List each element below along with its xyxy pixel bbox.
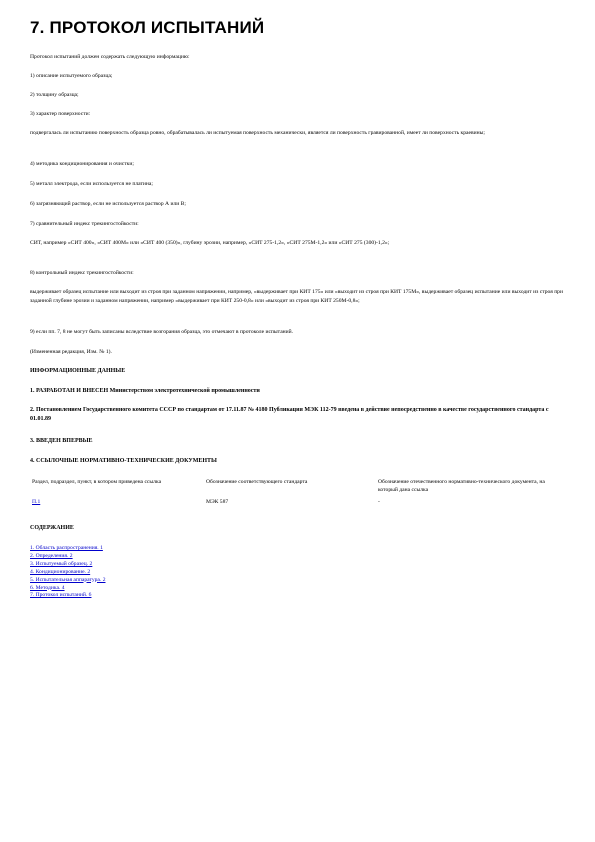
section-link[interactable]: П.1 [32, 499, 41, 505]
info-heading: ИНФОРМАЦИОННЫЕ ДАННЫЕ [30, 368, 126, 374]
page-title: 7. ПРОТОКОЛ ИСПЫТАНИЙ [30, 18, 265, 37]
table-header-row [30, 476, 565, 496]
list-item: подвергалась ли испытанию поверхность образца ровно, обрабатывалась ли испытуемая поверхность механически, является ли поверхность гравированной, имеет ли поверхность краевины; [30, 130, 485, 136]
toc-link[interactable]: 7. Протокол испытаний. 6 [30, 592, 92, 599]
list-item: выдерживает образец испытание или выходит из строя при заданном напряжении, например, «выдерживает при КИТ 175» или «выходит из строя при КИТ 175М», выдерживает образец испытание или выходит из строя при заданной глубине эрозии и заданном напряжении, например «выдерживает при КИТ 250-0,8» или «выходит из строя при КИТ 250М-0,8»; [30, 289, 563, 305]
list-item: 5) металл электрода, если используется не платина; [30, 181, 153, 187]
table-cell-link [30, 496, 204, 508]
intro-text: Протокол испытаний должен содержать следующую информацию: [30, 54, 190, 60]
table-cell: - [378, 499, 380, 505]
list-item: (Измененная редакция, Изм. № 1). [30, 349, 112, 355]
table-header-cell: Обозначение соответствующего стандарта [206, 479, 308, 485]
info-item: 1. РАЗРАБОТАН И ВНЕСЕН Министерством электротехнической промышленности [30, 388, 260, 394]
list-item: 7) сравнительный индекс трекингостойкости: [30, 221, 139, 227]
info-item: 2. Постановлением Государственного комитета СССР по стандартам от 17.11.87 № 4180 Публикация МЭК 112-79 введена в действие непосредственно в качестве государственного стандарта с 01.01.89 [30, 407, 549, 423]
list-item: 4) методика кондиционирования и очистки; [30, 161, 134, 167]
list-item: 1) описание испытуемого образца; [30, 73, 113, 79]
list-item: 8) контрольный индекс трекингостойкости: [30, 270, 134, 276]
list-item: 9) если пп. 7, 8 не могут быть записаны вследствие возгорания образца, это отмечают в протоколе испытаний. [30, 329, 294, 335]
list-item: 2) толщину образца; [30, 92, 79, 98]
toc-link[interactable]: 4. Кондиционирование. 2 [30, 568, 91, 575]
table-header-cell: Раздел, подраздел, пункт, в котором приведена ссылка [32, 479, 162, 485]
toc-link[interactable]: 1. Область распространения. 1 [30, 545, 103, 551]
toc-link[interactable]: 5. Испытательная аппаратура. 2 [30, 576, 106, 583]
info-item: 4. ССЫЛОЧНЫЕ НОРМАТИВНО-ТЕХНИЧЕСКИЕ ДОКУМЕНТЫ [30, 458, 217, 464]
info-item: 3. ВВЕДЕН ВПЕРВЫЕ [30, 438, 93, 444]
list-item: СИТ, например «СИТ 400», «СИТ 400М» или «СИТ 400 (350)», глубину эрозии, например, «СИТ 275-1,2», «СИТ 275М-1,2» или «СИТ 275 (300)-1,2»; [30, 240, 390, 246]
table-cell: МЭК 587 [206, 499, 229, 505]
list-item: 6) загрязняющий раствор, если не используется раствор А или В; [30, 201, 186, 207]
toc-link[interactable]: 3. Испытуемый образец. 2 [30, 560, 93, 567]
table-header-cell: Обозначение отечественного нормативно-технического документа, на который дана ссылка [378, 479, 545, 493]
table-row [30, 496, 565, 508]
references-table [30, 476, 565, 508]
list-item: 3) характер поверхности: [30, 111, 91, 117]
toc-heading: СОДЕРЖАНИЕ [30, 525, 74, 531]
toc-link[interactable]: 6. Методика. 4 [30, 584, 65, 591]
table-of-contents [30, 545, 106, 600]
toc-link[interactable]: 2. Определения. 2 [30, 552, 73, 559]
